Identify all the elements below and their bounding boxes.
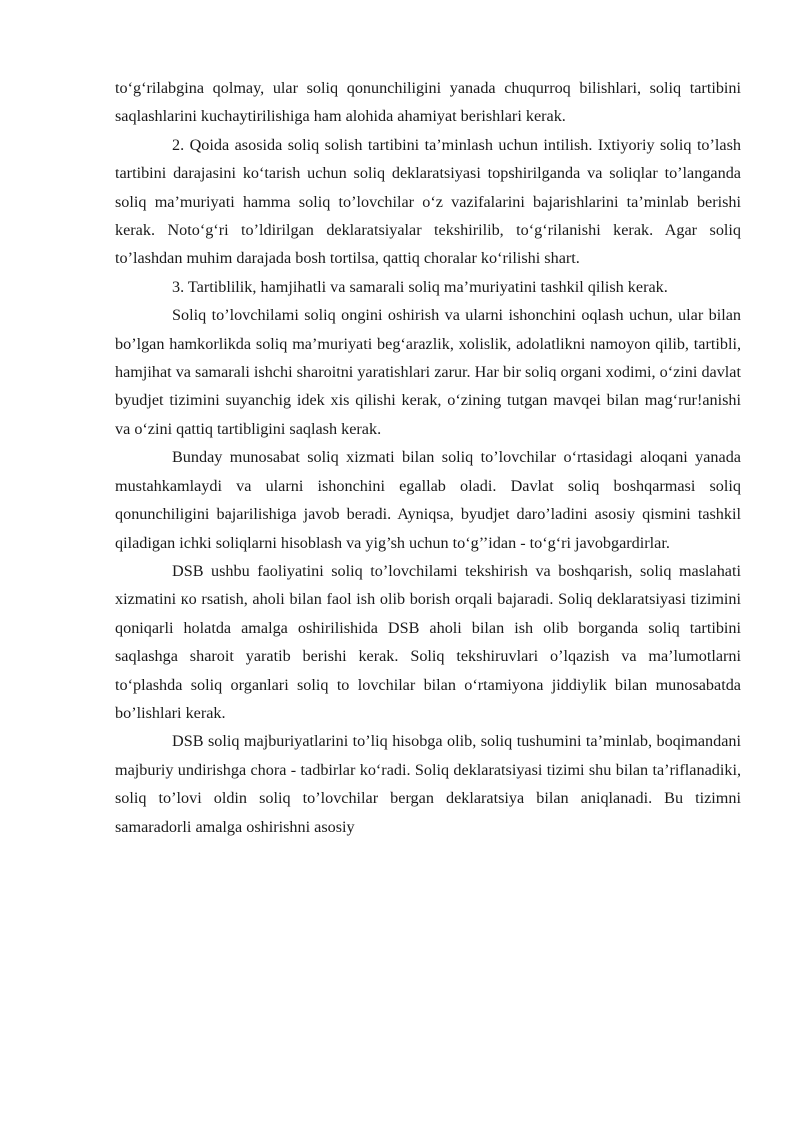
paragraph-rule-2: 2. Qoida asosida soliq solish tartibini ta’minlash uchun intilish. Ixtiyoriy soliq to’lash tartibini darajasini ko‘tarish uchun soliq deklaratsiyasi topshirilganda va soliqlar to’langanda soliq ma’muriyati hamma soliq to’lovchilar o‘z vazifalarini bajarishlarini ta’minlab berishi kerak. Noto‘g‘ri to’ldirilgan deklaratsiyalar tekshirilib, to‘g‘rilanishi kerak. Agar soliq to’lashdan muhim darajada bosh tortilsa, qattiq choralar ko‘rilishi shart. xyxy=(115,135,741,268)
paragraph-dsb-activity: DSB ushbu faoliyatini soliq to’lovchilami tekshirish va boshqarish, soliq maslahati xizmatini кo rsatish, aholi bilan faol ish olib borish orqali bajaradi. Soliq deklaratsiyasi tizimini qoniqarli holatda amalga oshirilishida DSB aholi bilan ish olib borganda soliq tartibini saqlashga sharoit yaratib berishi kerak. Soliq tekshiruvlari o’lqazish va ma’lumotlarni to‘plashda soliq organlari soliq to lovchilar bilan o‘rtamiyona jiddiylik bilan munosabatda bo’lishlari kerak. xyxy=(115,561,741,722)
paragraph-taxpayer-awareness: Soliq to’lovchilami soliq ongini oshirish va ularni ishonchini oqlash uchun, ular bilan bo’lgan hamkorlikda soliq ma’muriyati beg‘arazlik, xolislik, adolatlikni namoyon qilib, tartibli, hamjihat va samarali ishchi sharoitni yaratishlari zarur. Har bir soliq organi xodimi, o‘zini davlat byudjet tizimini suyanchig idek xis qilishi kerak, o‘zining tutgan mavqei bilan mag‘rur!anishi va o‘zini qattiq tartibligini saqlash kerak. xyxy=(115,306,741,438)
paragraph-continuation: to‘g‘rilabgina qolmay, ular soliq qonunchiligini yanada chuqurroq bilishlari, soliq tartibini saqlashlarini kuchaytirilishiga ham alohida ahamiyat berishlari kerak. xyxy=(115,79,741,126)
paragraph-rule-3: 3. Tartiblilik, hamjihatli va samarali soliq ma’muriyatini tashkil qilish kerak. xyxy=(172,277,668,296)
paragraph-dsb-obligations: DSB soliq majburiyatlarini to’liq hisobga olib, soliq tushumini ta’minlab, boqimandani majburiy undirishga chora - tadbirlar ko‘radi. Soliq deklaratsiyasi tizimi shu bilan ta’riflanadiki, soliq to’lovi oldin soliq to’lovchilar bergan deklaratsiya bilan aniqlanadi. Bu tizimni samaradorli amalga oshirishni asosiy xyxy=(115,732,741,836)
paragraph-relationship: Bunday munosabat soliq xizmati bilan soliq to’lovchilar o‘rtasidagi aloqani yanada mustahkamlaydi va ularni ishonchini egallab oladi. Davlat soliq boshqarmasi soliq qonunchiligini bajarilishiga javob beradi. Ayniqsa, byudjet daro’ladini asosiy qismini tashkil qiladigan ichki soliqlarni hisoblash va yig’sh uchun to‘g’’idan - to‘g‘ri javobgardirlar. xyxy=(115,448,741,552)
document-page xyxy=(115,74,741,841)
